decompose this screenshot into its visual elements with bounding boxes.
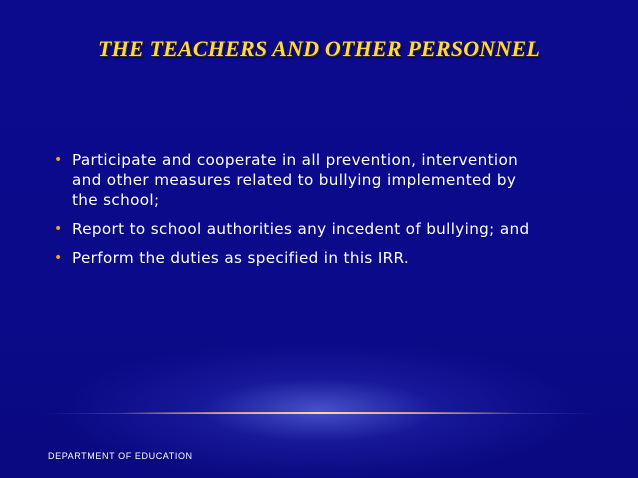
footer-label: DEPARTMENT OF EDUCATION xyxy=(48,451,193,461)
bullet-dot-icon: • xyxy=(54,250,63,266)
bullet-text: Report to school authorities any incedent of bullying; and xyxy=(72,220,530,238)
bullet-text: Participate and cooperate in all prevention, intervention and other measures related to bullying implemented by the school; xyxy=(72,151,519,209)
bullet-item xyxy=(54,150,534,210)
bullet-item xyxy=(54,248,534,268)
bullet-text: Perform the duties as specified in this IRR. xyxy=(72,249,410,267)
bullet-dot-icon: • xyxy=(54,152,63,168)
slide-title: THE TEACHERS AND OTHER PERSONNEL xyxy=(98,36,540,61)
horizon-highlight-line xyxy=(120,412,520,414)
bullet-item xyxy=(54,219,534,239)
bullet-dot-icon: • xyxy=(54,221,63,237)
bullet-list xyxy=(54,150,534,277)
